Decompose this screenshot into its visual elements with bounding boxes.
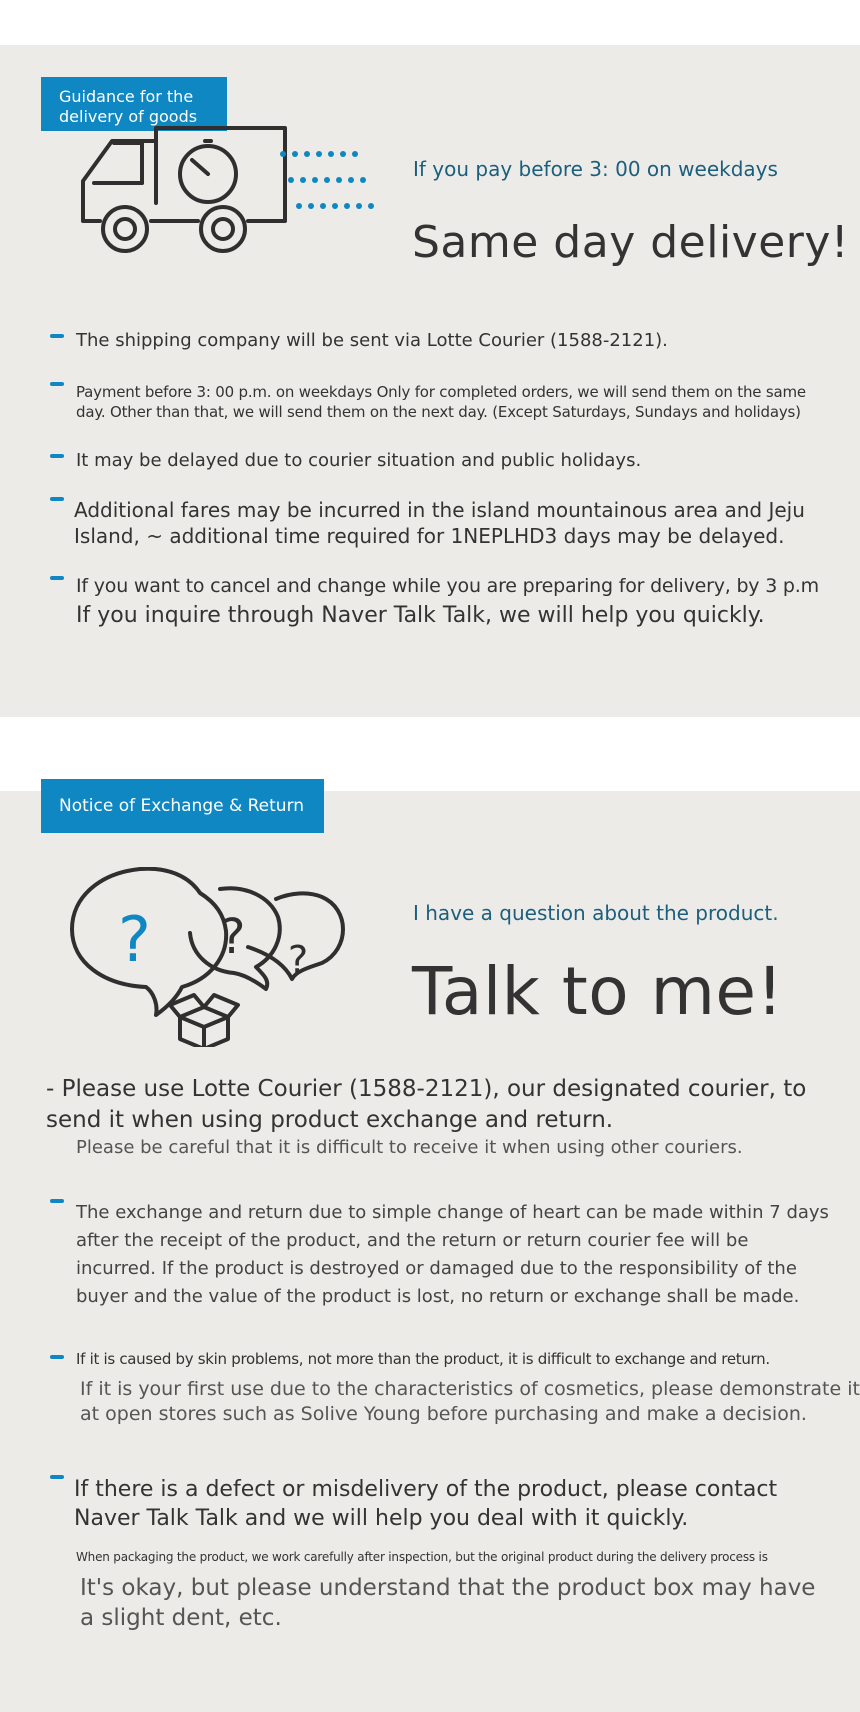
bullet-dash bbox=[50, 334, 64, 338]
exchange-section-tag: Notice of Exchange & Return bbox=[41, 779, 324, 833]
exchange-lead: I have a question about the product. bbox=[413, 901, 779, 925]
bullet-dash bbox=[50, 1355, 64, 1359]
delivery-headline: Same day delivery! bbox=[412, 217, 850, 268]
delivery-lead: If you pay before 3: 00 on weekdays bbox=[413, 157, 778, 181]
svg-text:?: ? bbox=[220, 909, 246, 965]
delivery-truck-clock-icon bbox=[80, 123, 380, 283]
exchange-intro: - Please use Lotte Courier (1588-2121), our designated courier, to send it when using product exchange and return. bbox=[46, 1076, 807, 1133]
exchange-intro-note: Please be careful that it is difficult to receive it when using other couriers. bbox=[76, 1137, 743, 1158]
exchange-section: Notice of Exchange & Return ? ? ? I have a question about the product. Talk to me! - Please use Lotte Courier (1588-2121), our designated courier, to send it when using product exchange and return. Please be careful that it is difficult to receive it when using other couriers. The exchange and return due to simple change of heart can be made within 7 days after the receipt of the product, and the return or return courier fee will be incurred. If the product is destroyed or damaged due to the responsibility of the buyer and the value of the product is lost, no return or exchange shall be made. If it is caused by skin problems, not more than the product, it is difficult to exchange and return. If it is your first use due to the characteristics of cosmetics, please demonstrate it at open stores such as Solive Young before purchasing and make a decision. If there is a defect or misdelivery of the product, please contact Naver Talk Talk and we will help you deal with it quickly. When packaging the product, we work carefully after inspection, but the original product during the delivery process is It's okay, but please understand that the product box may have a slight dent, etc. bbox=[0, 791, 860, 1712]
bullet-dash bbox=[50, 576, 64, 580]
exchange-headline: Talk to me! bbox=[412, 953, 784, 1030]
bullet-dash bbox=[50, 454, 64, 458]
delivery-section-tag: Guidance for the delivery of goods bbox=[41, 77, 227, 131]
svg-text:?: ? bbox=[118, 903, 151, 976]
bullet-dash bbox=[50, 1199, 64, 1203]
bullet-dash bbox=[50, 382, 64, 386]
bullet-dash bbox=[50, 497, 64, 501]
delivery-section: Guidance for the delivery of goods If you pay before 3: 00 on weekdays Same day delivery! The shipping company will be sent via Lotte Courier (1588-2121). Payment before 3: 00 p.m. on weekdays Only for completed orders, we will send them on the same day. Other than that, we will send them on the next day. (Except Saturdays, Sundays and holidays) It may be delayed due to courier situation and public holidays. Additional fares may be incurred in the island mountainous area and Jeju Island, ~ additional time required for 1NEPLHD3 days may be delayed. If you want to cancel and change while you are preparing for delivery, by 3 p.m If you inquire through Naver Talk Talk, we will help you quickly. bbox=[0, 45, 860, 717]
svg-text:?: ? bbox=[288, 938, 309, 982]
bullet-dash bbox=[50, 1475, 64, 1479]
question-bubbles-box-icon bbox=[70, 867, 360, 1047]
